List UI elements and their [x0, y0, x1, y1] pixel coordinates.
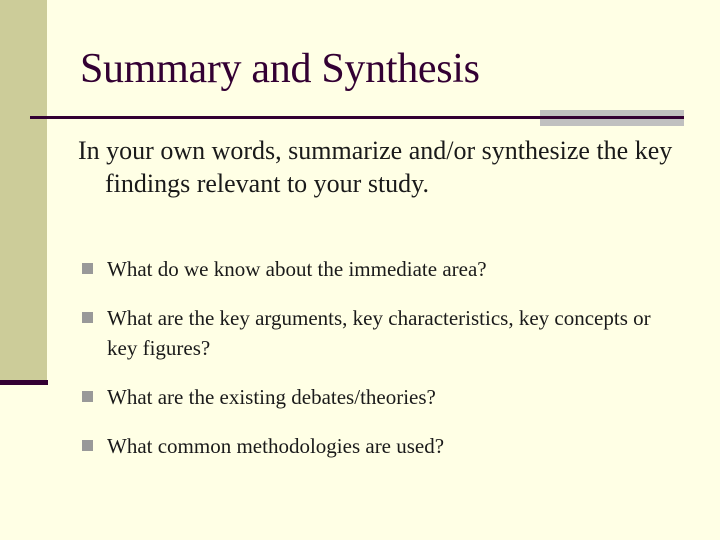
bullet-text: What common methodologies are used? — [107, 434, 445, 458]
square-bullet-icon — [82, 391, 93, 402]
bullet-item — [80, 254, 680, 284]
bullet-text: What are the key arguments, key characteristics, key concepts or key figures? — [107, 306, 651, 360]
sidebar-band — [0, 0, 47, 382]
bullet-text: What are the existing debates/theories? — [107, 385, 436, 409]
title-rule — [30, 116, 684, 119]
intro-text: In your own words, summarize and/or synthesize the key findings relevant to your study. — [78, 136, 673, 198]
slide-title: Summary and Synthesis — [80, 46, 480, 92]
square-bullet-icon — [82, 440, 93, 451]
bullet-list — [80, 254, 680, 480]
sidebar-foot-bar — [0, 380, 48, 385]
bullet-item — [80, 303, 680, 363]
square-bullet-icon — [82, 312, 93, 323]
bullet-item — [80, 382, 680, 412]
bullet-item — [80, 431, 680, 461]
square-bullet-icon — [82, 263, 93, 274]
bullet-text: What do we know about the immediate area? — [107, 257, 487, 281]
